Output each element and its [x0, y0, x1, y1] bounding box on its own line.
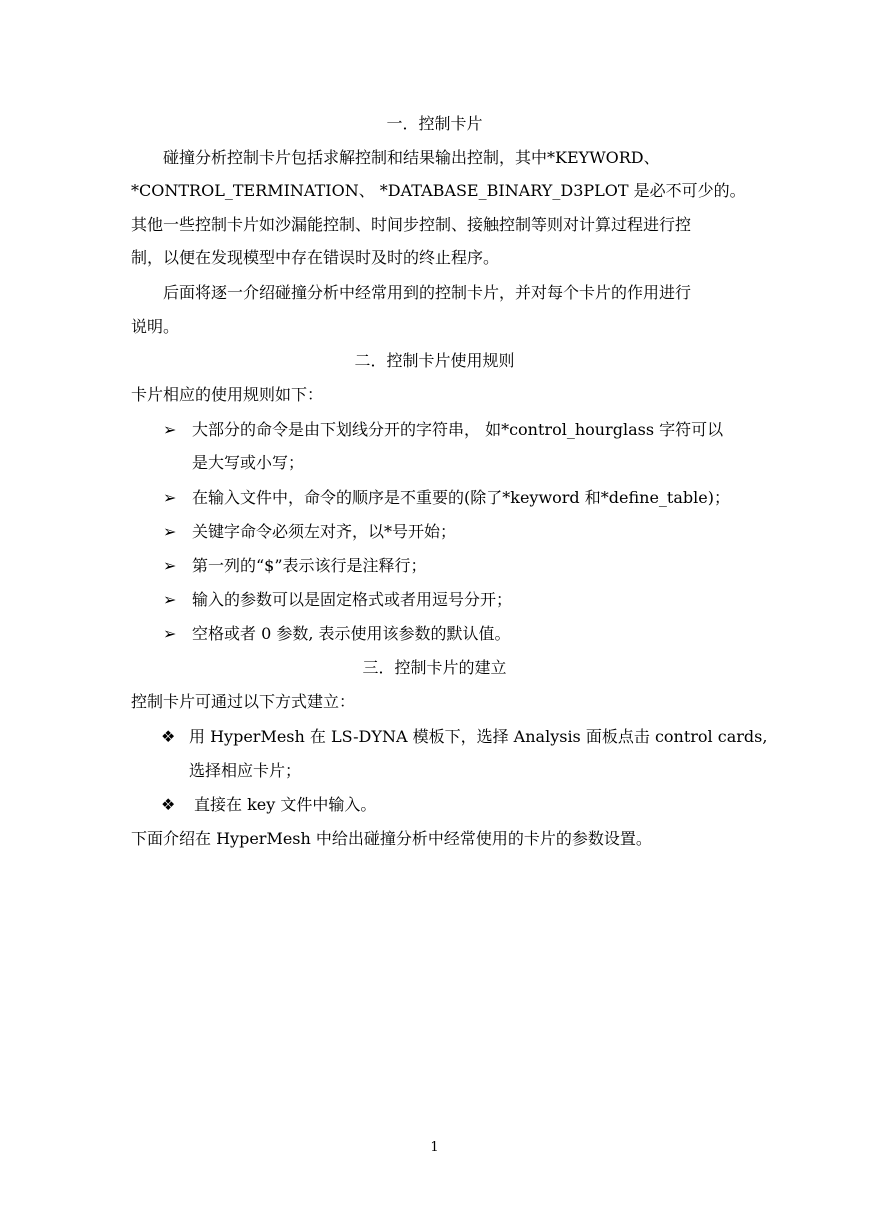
section1-para1-line3: 其他一些控制卡片如沙漏能控制、时间步控制、接触控制等则对计算过程进行控 [131, 215, 692, 234]
rule-6: 空格或者 0 参数, 表示使用该参数的默认值。 [192, 624, 511, 643]
rule-3: 关键字命令必须左对齐，以*号开始； [192, 522, 457, 541]
rule-1-line1: 大部分的命令是由下划线分开的字符串， 如*control_hourglass 字符可以 [192, 420, 724, 439]
section1-para2-line1: 后面将逐一介绍碰撞分析中经常用到的控制卡片，并对每个卡片的作用进行 [163, 283, 692, 302]
method-1-line2: 选择相应卡片； [189, 761, 302, 780]
rule-4: 第一列的“$”表示该行是注释行； [192, 556, 427, 575]
section2-heading: 二．控制卡片使用规则 [354, 351, 515, 370]
arrow-bullet-icon: ➢ [163, 420, 177, 439]
diamond-bullet-icon: ❖ [161, 795, 176, 814]
diamond-bullet-icon: ❖ [161, 727, 176, 746]
page-number: 1 [430, 1140, 439, 1155]
section1-para1-line2: *CONTROL_TERMINATION、 *DATABASE_BINARY_D3PLOT 是必不可少的。 [131, 181, 746, 200]
rule-2: 在输入文件中，命令的顺序是不重要的(除了*keyword 和*define_table)； [192, 488, 730, 507]
section1-para1-line1: 碰撞分析控制卡片包括求解控制和结果输出控制，其中*KEYWORD、 [163, 148, 660, 167]
section3-closing: 下面介绍在 HyperMesh 中给出碰撞分析中经常使用的卡片的参数设置。 [131, 829, 652, 848]
arrow-bullet-icon: ➢ [163, 488, 177, 507]
method-1-line1: 用 HyperMesh 在 LS-DYNA 模板下，选择 Analysis 面板点击 control cards, [189, 727, 768, 746]
section2-intro: 卡片相应的使用规则如下： [131, 385, 324, 404]
arrow-bullet-icon: ➢ [163, 556, 177, 575]
section1-para1-line4: 制，以便在发现模型中存在错误时及时的终止程序。 [131, 248, 500, 267]
rule-1-line2: 是大写或小写； [192, 453, 305, 472]
section1-para2-line2: 说明。 [131, 317, 180, 336]
arrow-bullet-icon: ➢ [163, 624, 177, 643]
section3-intro: 控制卡片可通过以下方式建立： [131, 692, 356, 711]
section1-heading: 一．控制卡片 [386, 114, 483, 133]
rule-5: 输入的参数可以是固定格式或者用逗号分开； [192, 590, 513, 609]
arrow-bullet-icon: ➢ [163, 590, 177, 609]
section3-heading: 三．控制卡片的建立 [362, 658, 507, 677]
arrow-bullet-icon: ➢ [163, 522, 177, 541]
method-2: 直接在 key 文件中输入。 [194, 795, 377, 814]
